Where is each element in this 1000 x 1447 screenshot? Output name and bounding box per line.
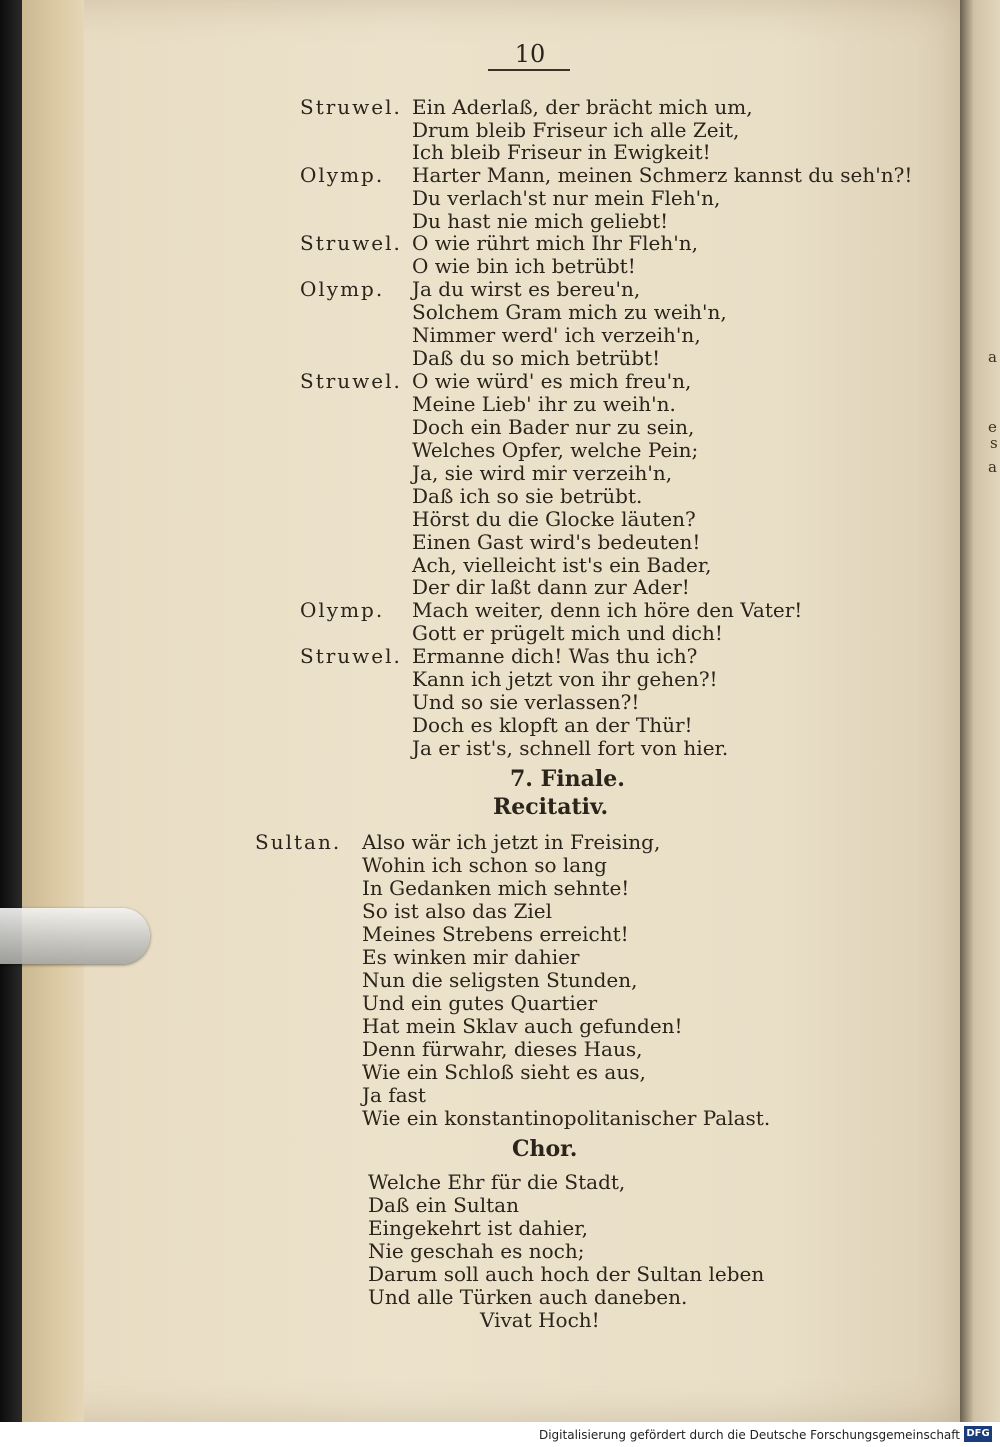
text-line: Ach, vielleicht ist's ein Bader,: [412, 553, 712, 577]
text-line: Nun die seligsten Stunden,: [362, 968, 638, 992]
text-line: Ja fast: [362, 1083, 426, 1107]
text-line: Doch ein Bader nur zu sein,: [412, 415, 695, 439]
text-line: Es winken mir dahier: [362, 945, 580, 969]
next-page-letter: a: [988, 348, 997, 366]
text-line: Ein Aderlaß, der brächt mich um,: [412, 95, 753, 119]
footer-credit: Digitalisierung gefördert durch die Deutsche Forschungsgemeinschaft: [538, 1428, 960, 1442]
speaker-struwel: Struwel.: [300, 644, 402, 668]
text-line: Daß du so mich betrübt!: [412, 346, 661, 370]
text-line: Meines Strebens erreicht!: [362, 922, 629, 946]
speaker-sultan: Sultan.: [255, 830, 342, 854]
speaker-olymp: Olymp.: [300, 277, 385, 301]
text-line: Also wär ich jetzt in Freising,: [362, 830, 661, 854]
text-line: O wie bin ich betrübt!: [412, 254, 636, 278]
text-line: Ich bleib Friseur in Ewigkeit!: [412, 140, 711, 164]
dfg-logo-icon: DFG: [964, 1426, 992, 1442]
text-line: Welche Ehr für die Stadt,: [368, 1170, 626, 1194]
text-line: Daß ein Sultan: [368, 1193, 519, 1217]
speaker-struwel: Struwel.: [300, 231, 402, 255]
speaker-olymp: Olymp.: [300, 163, 385, 187]
page-number-rule: [488, 69, 570, 71]
text-line: Wie ein Schloß sieht es aus,: [362, 1060, 646, 1084]
text-line: Und alle Türken auch daneben.: [368, 1285, 688, 1309]
text-line: Wie ein konstantinopolitanischer Palast.: [362, 1106, 771, 1130]
text-line: Wohin ich schon so lang: [362, 853, 607, 877]
text-line: Du verlach'st nur mein Fleh'n,: [412, 186, 721, 210]
text-line: Und so sie verlassen?!: [412, 690, 640, 714]
text-line: Ja er ist's, schnell fort von hier.: [412, 736, 729, 760]
text-line: Meine Lieb' ihr zu weih'n.: [412, 392, 676, 416]
plastic-bookmark-clip: [0, 908, 150, 964]
text-line: Der dir laßt dann zur Ader!: [412, 575, 690, 599]
text-line: Harter Mann, meinen Schmerz kannst du seh'n?!: [412, 163, 913, 187]
text-line: Nie geschah es noch;: [368, 1239, 585, 1263]
text-line: Mach weiter, denn ich höre den Vater!: [412, 598, 803, 622]
next-page-letter: s: [990, 434, 998, 452]
text-line: Gott er prügelt mich und dich!: [412, 621, 723, 645]
text-line: So ist also das Ziel: [362, 899, 553, 923]
next-page-edge: [960, 0, 1000, 1422]
text-line: Hörst du die Glocke läuten?: [412, 507, 696, 531]
book-edge-left: [0, 0, 22, 1447]
speaker-olymp: Olymp.: [300, 598, 385, 622]
page-number: 10: [514, 40, 546, 68]
text-line: Kann ich jetzt von ihr gehen?!: [412, 667, 718, 691]
next-page-letter: e: [988, 418, 997, 436]
text-line: Welches Opfer, welche Pein;: [412, 438, 699, 462]
text-line: Nimmer werd' ich verzeih'n,: [412, 323, 701, 347]
text-line: Du hast nie mich geliebt!: [412, 209, 669, 233]
speaker-struwel: Struwel.: [300, 95, 402, 119]
text-line: Daß ich so sie betrübt.: [412, 484, 643, 508]
text-line: In Gedanken mich sehnte!: [362, 876, 630, 900]
page-binding-shadow: [22, 0, 84, 1422]
section-heading-chor: Chor.: [512, 1136, 578, 1162]
text-line: Ja du wirst es bereu'n,: [412, 277, 641, 301]
text-line: Eingekehrt ist dahier,: [368, 1216, 588, 1240]
next-page-letter: a: [988, 458, 997, 476]
text-line: Und ein gutes Quartier: [362, 991, 598, 1015]
text-line: Doch es klopft an der Thür!: [412, 713, 693, 737]
text-line: Einen Gast wird's bedeuten!: [412, 530, 701, 554]
speaker-struwel: Struwel.: [300, 369, 402, 393]
text-line: Ermanne dich! Was thu ich?: [412, 644, 698, 668]
text-line: Solchem Gram mich zu weih'n,: [412, 300, 727, 324]
text-line: Vivat Hoch!: [480, 1308, 600, 1332]
text-line: Hat mein Sklav auch gefunden!: [362, 1014, 683, 1038]
text-line: O wie rührt mich Ihr Fleh'n,: [412, 231, 698, 255]
section-heading-finale: 7. Finale.: [510, 766, 625, 792]
text-line: Denn fürwahr, dieses Haus,: [362, 1037, 643, 1061]
text-line: Ja, sie wird mir verzeih'n,: [412, 461, 673, 485]
text-line: Darum soll auch hoch der Sultan leben: [368, 1262, 765, 1286]
section-heading-recitativ: Recitativ.: [493, 794, 609, 820]
text-line: O wie würd' es mich freu'n,: [412, 369, 692, 393]
text-line: Drum bleib Friseur ich alle Zeit,: [412, 118, 740, 142]
